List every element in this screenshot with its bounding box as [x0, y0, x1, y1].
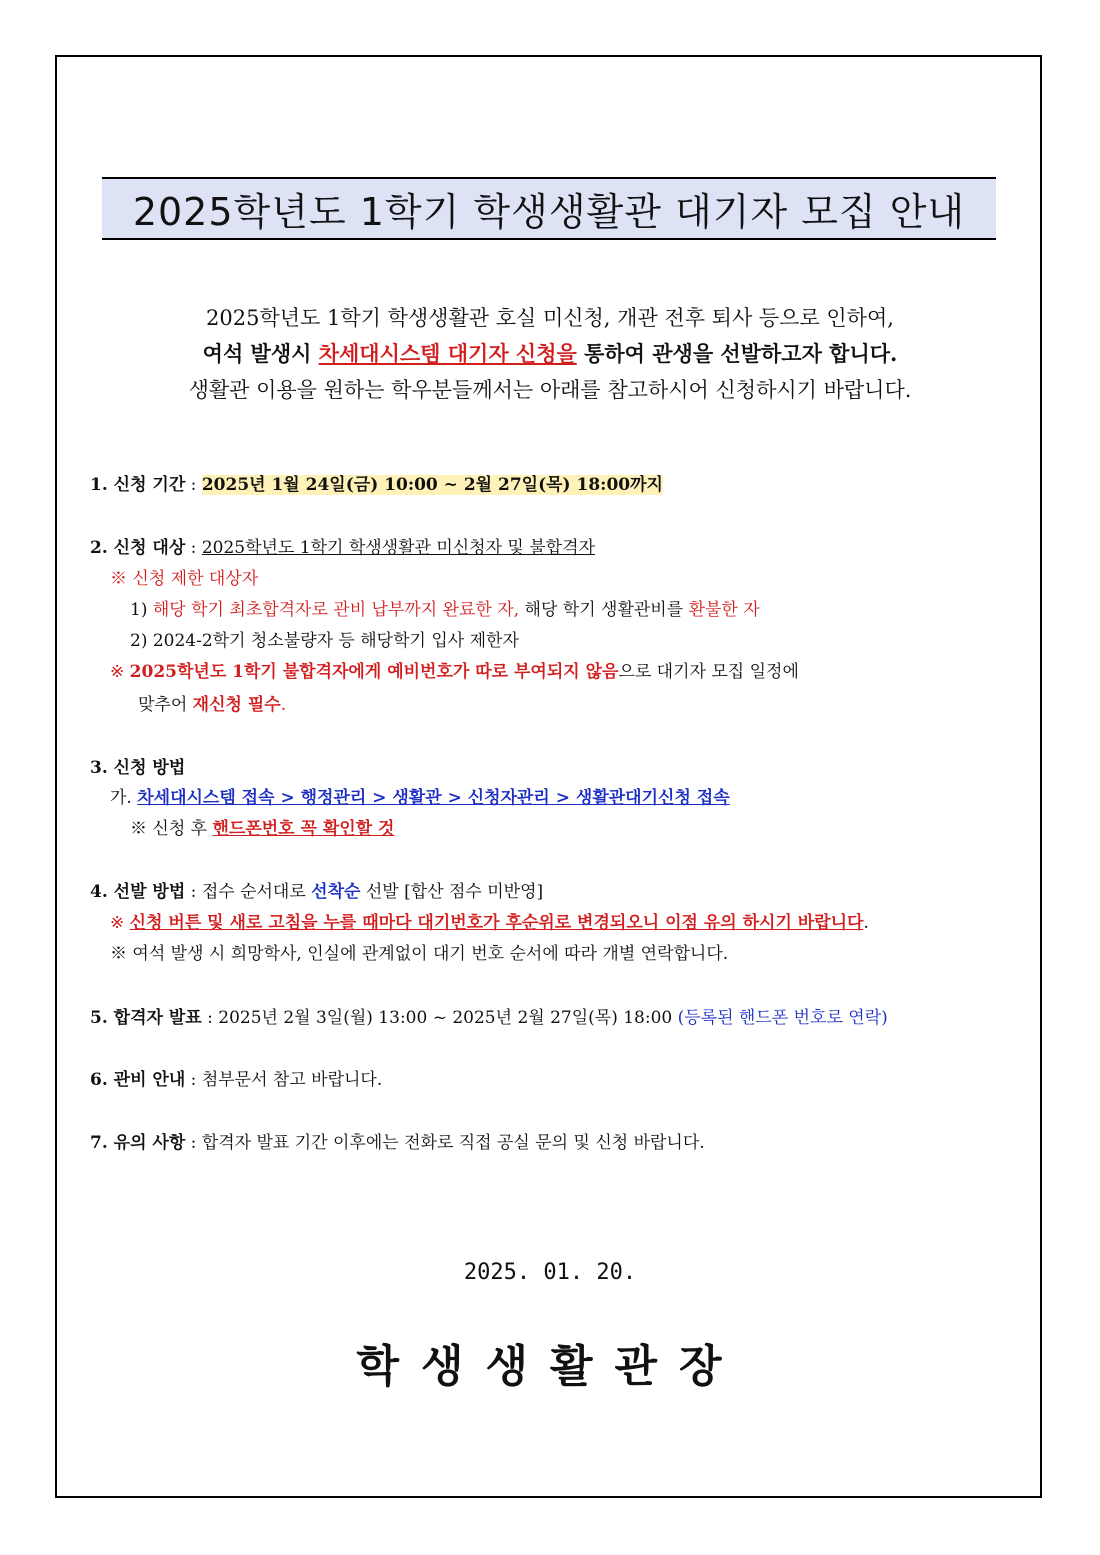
document-date: 2025. 01. 20.	[463, 1260, 637, 1285]
note-2-line-2-start: 맞추어	[138, 695, 193, 715]
intro-line-2-start: 여석 발생시	[202, 341, 319, 366]
reapply-required: 재신청 필수	[192, 695, 281, 715]
system-path-link[interactable]: 차세대시스템 접속 > 행정관리 > 생활관 > 신청자관리 > 생활관대기신청 접속	[137, 788, 730, 808]
section-1-label: 1. 신청 기간	[90, 475, 186, 495]
section-4-note-1	[110, 912, 869, 934]
separator: :	[201, 1008, 219, 1028]
section-2-label: 2. 신청 대상	[90, 538, 186, 558]
item-prefix: 가.	[110, 788, 138, 808]
separator: :	[185, 538, 202, 558]
note-mark: ※	[110, 913, 130, 933]
section-2-note-2	[110, 661, 799, 683]
intro-line-1-text: 2025학년도 1학기 학생생활관 호실 미신청, 개관 전후 퇴사 등으로 인하여,	[206, 306, 894, 330]
separator: :	[185, 882, 202, 902]
note-2-line-2-end: .	[280, 695, 287, 715]
item-1-mid: 해당 학기 생활관비를	[519, 600, 689, 620]
intro-line-3-text: 생활관 이용을 원하는 학우분들께서는 아래를 참고하시어 신청하시기 바랍니다.	[188, 378, 912, 402]
item-1-number: 1)	[130, 600, 153, 620]
section-2-note-2-red: 2025학년도 1학기 불합격자에게 예비번호가 따로 부여되지 않음	[129, 662, 619, 682]
section-2-item-2: 2) 2024-2학기 청소불량자 등 해당학기 입사 제한자	[130, 631, 519, 651]
section-5-label: 5. 합격자 발표	[90, 1008, 202, 1028]
section-3-note-start: ※ 신청 후	[130, 819, 213, 839]
intro-line-2	[60, 337, 1040, 371]
section-2-target	[90, 537, 595, 559]
section-7-notice	[90, 1132, 705, 1154]
intro-line-1	[60, 301, 1040, 335]
section-6-value: 첨부문서 참고 바랍니다.	[201, 1070, 383, 1090]
refresh-warning: 신청 버튼 및 새로 고침을 누를 때마다 대기번호가 후순위로 변경되오니 이점 유의 하시기 바랍니다	[129, 913, 864, 933]
signature: 학생생활관장	[356, 1341, 744, 1392]
section-2-item-1	[130, 599, 760, 621]
first-come-label: 선착순	[311, 882, 361, 902]
item-1-red: 해당 학기 최초합격자로 관비 납부까지 완료한 자,	[152, 600, 520, 620]
section-2-value: 2025학년도 1학기 학생생활관 미신청자 및 불합격자	[201, 538, 595, 558]
separator: :	[185, 1070, 202, 1090]
section-5-announcement	[90, 1007, 888, 1029]
section-5-value: 2025년 2월 3일(월) 13:00 ~ 2025년 2월 27일(목) 18:00	[218, 1008, 678, 1028]
section-7-label: 7. 유의 사항	[90, 1133, 186, 1153]
section-1-period	[90, 474, 663, 496]
intro-system-link[interactable]: 차세대시스템 대기자 신청을	[318, 341, 577, 366]
contact-note: (등록된 핸드폰 번호로 연락)	[677, 1008, 888, 1028]
section-1-value: 2025년 1월 24일(금) 10:00 ~ 2월 27일(목) 18:00까지	[201, 475, 663, 495]
note-mark: ※	[110, 662, 130, 682]
intro-line-2-end: 통하여 관생을 선발하고자 합니다.	[576, 341, 898, 366]
item-1-red2: 환불한 자	[688, 600, 760, 620]
section-2-note-title: ※ 신청 제한 대상자	[110, 569, 259, 589]
section-4-selection	[90, 881, 543, 903]
section-4-value-start: 접수 순서대로	[201, 882, 312, 902]
section-4-label: 4. 선발 방법	[90, 882, 186, 902]
separator: :	[185, 475, 202, 495]
section-4-value-end: 선발 [합산 점수 미반영]	[360, 882, 544, 902]
section-6-label: 6. 관비 안내	[90, 1070, 186, 1090]
note-end: .	[863, 913, 869, 933]
title-box	[102, 177, 996, 240]
section-2-note-2-line-2	[138, 694, 286, 716]
section-2-note-2-rest: 으로 대기자 모집 일정에	[618, 662, 799, 682]
intro-line-3	[60, 373, 1040, 407]
section-3-item	[110, 787, 730, 809]
phone-check-note: 핸드폰번호 꼭 확인할 것	[212, 819, 395, 839]
section-6-fee	[90, 1069, 382, 1091]
separator: :	[185, 1133, 202, 1153]
page-title: 2025학년도 1학기 학생생활관 대기자 모집 안내	[132, 190, 966, 234]
section-3-note	[130, 818, 394, 840]
section-7-value: 합격자 발표 기간 이후에는 전화로 직접 공실 문의 및 신청 바랍니다.	[201, 1133, 705, 1153]
section-4-note-2: ※ 여석 발생 시 희망학사, 인실에 관계없이 대기 번호 순서에 따라 개별 연락합니다.	[110, 944, 729, 964]
section-3-label: 3. 신청 방법	[90, 758, 186, 778]
